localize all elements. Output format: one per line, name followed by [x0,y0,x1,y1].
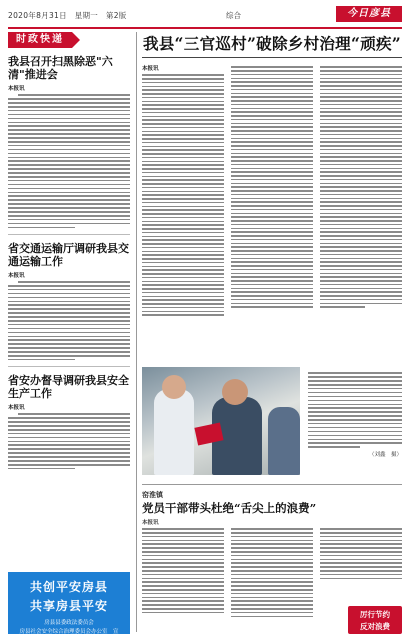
article-3-body [8,413,130,469]
badge-line-1: 厉行节约 [360,610,390,619]
article-1-body [8,94,130,228]
article-2-title: 省交通运输厅调研我县交通运输工作 [8,241,129,268]
article-3-title: 省安办督导调研我县安全生产工作 [8,374,129,401]
newspaper-logo: 今日彦县 [336,6,402,22]
lead-article-body [142,64,402,384]
page-header [8,6,402,26]
banner-sponsor-2: 房县社会安全综合治理委员会办公室 宣 [19,629,119,635]
article-separator [8,366,130,367]
article-3-byline: 本报讯 [8,405,25,412]
photo-caption [308,370,402,458]
article-separator [8,234,130,235]
photo-credit: （刘鑫 摄） [368,452,402,459]
article-2-body [8,281,130,360]
headline-rule [142,57,402,58]
header-rule [8,27,402,29]
article-1 [8,55,130,228]
sub-column-3 [320,526,402,581]
article-3 [8,374,130,469]
sub-column-2 [231,526,313,619]
section-rule [142,484,402,485]
sub-article-kicker: 窑淮镇 [142,490,163,499]
lead-column-2 [231,64,313,310]
sub-column-1 [142,526,224,616]
photo-person-background [268,407,300,475]
news-photo [142,367,300,475]
lead-byline: 本报讯 [142,66,159,72]
left-column [8,32,130,635]
article-1-title: 我县召开扫黑除恶"六清"推进会 [8,55,113,81]
lead-headline: 我县“三官巡村”破除乡村治理“顽疾” [142,34,402,53]
banner-line-1: 共创平安房县 [29,580,108,594]
lead-column-3 [320,64,402,310]
article-2 [8,242,130,361]
sub-article-byline: 本报讯 [142,520,159,526]
sub-article-headline: 党员干部带头杜绝“舌尖上的浪费” [142,501,317,515]
banner-sponsor-1: 房县县委政法委员会 [44,620,94,626]
photo-person-officer [154,389,194,475]
article-1-byline: 本报讯 [8,86,25,92]
public-service-banner [8,572,130,634]
column-divider [136,32,137,632]
badge-line-2: 反对浪费 [360,622,390,631]
lead-column-1 [142,64,224,318]
thrift-campaign-badge [348,606,402,634]
issue-date: 2020年8月31日 星期一 第2版 [8,11,127,20]
section-name: 综合 [226,11,241,20]
article-2-byline: 本报讯 [8,272,25,279]
main-area [142,32,402,632]
news-flash-tag: 时政快递 [8,32,72,48]
banner-line-2: 共享房县平安 [29,599,108,613]
